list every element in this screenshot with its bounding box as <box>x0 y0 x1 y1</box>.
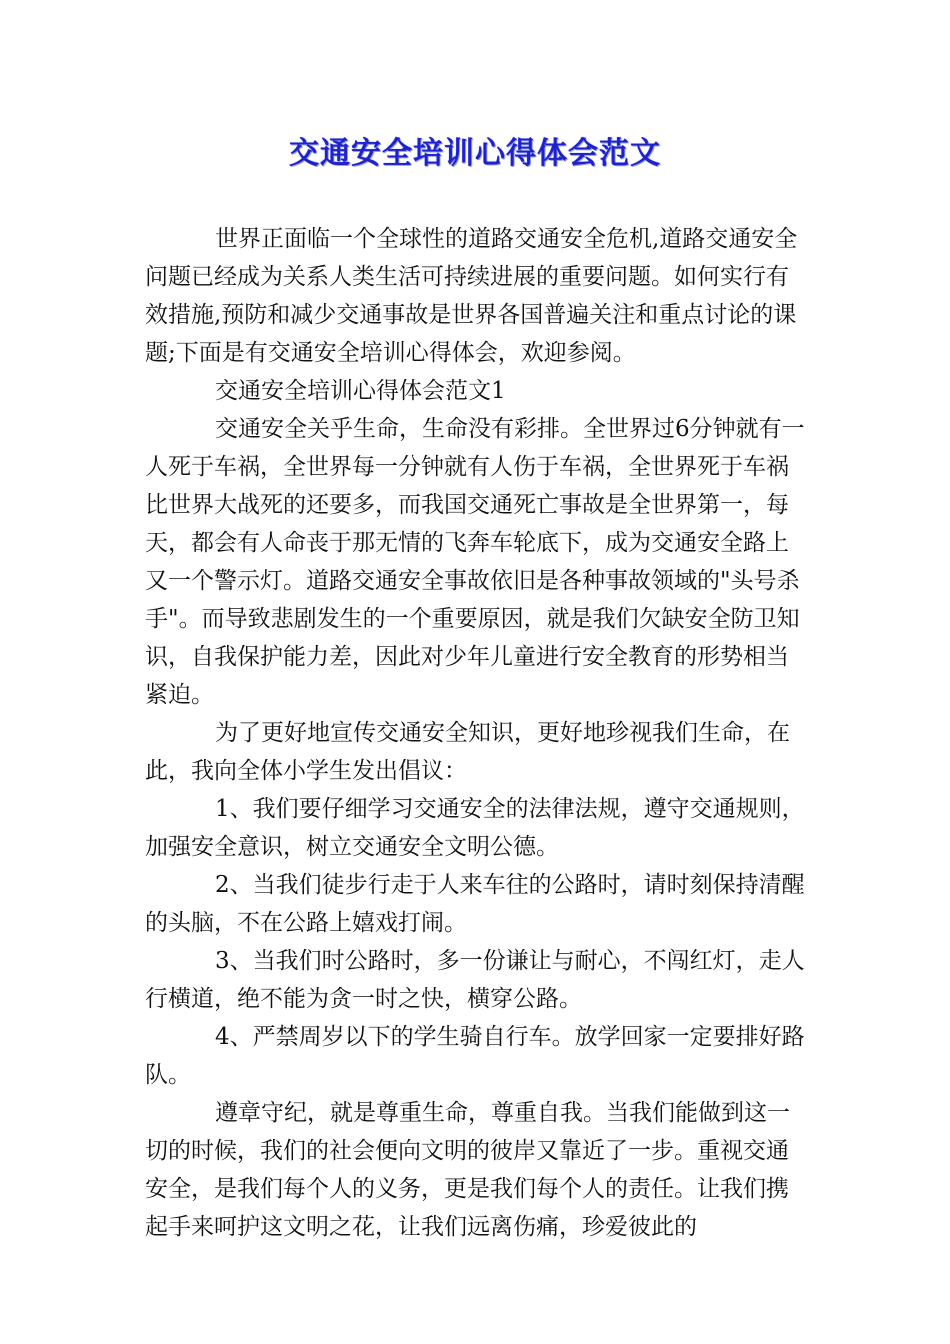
proposal-item-2: 2、当我们徒步行走于人来车往的公路时，请时刻保持清醒的头脑，不在公路上嬉戏打闹。 <box>145 872 805 936</box>
section-heading: 交通安全培训心得体会范文1 <box>215 378 506 404</box>
paragraph-traffic-safety: 交通安全关乎生命，生命没有彩排。全世界过6分钟就有一人死于车祸，全世界每一分钟就有人伤于车祸，全世界死于车祸比世界大战死的还要多，而我国交通死亡事故是全世界第一，每天，都会有人命丧于那无情的飞奔车轮底下，成为交通安全路上又一个警示灯。道路交通安全事故依旧是各种事故领域的"头号杀手"。而导致悲剧发生的一个重要原因，就是我们欠缺安全防卫知识，自我保护能力差，因此对少年儿童进行安全教育的形势相当紧迫。 <box>145 416 805 708</box>
paragraph-closing: 遵章守纪，就是尊重生命，尊重自我。当我们能做到这一切的时候，我们的社会便向文明的彼岸又靠近了一步。重视交通安全，是我们每个人的义务，更是我们每个人的责任。让我们携起手来呵护这文明之花，让我们远离伤痛，珍爱彼此的 <box>145 1100 790 1240</box>
proposal-item-4: 4、严禁周岁以下的学生骑自行车。放学回家一定要排好路队。 <box>145 1024 805 1088</box>
document-body <box>145 220 810 1246</box>
proposal-item-1: 1、我们要仔细学习交通安全的法律法规，遵守交通规则，加强安全意识，树立交通安全文明公德。 <box>145 796 805 860</box>
paragraph-intro: 世界正面临一个全球性的道路交通安全危机,道路交通安全问题已经成为关系人类生活可持续进展的重要问题。如何实行有效措施,预防和减少交通事故是世界各国普遍关注和重点讨论的课题;下面是有交通安全培训心得体会，欢迎参阅。 <box>145 226 798 366</box>
proposal-item-3: 3、当我们时公路时，多一份谦让与耐心，不闯红灯，走人行横道，绝不能为贪一时之快，横穿公路。 <box>145 948 805 1012</box>
paragraph-proposal: 为了更好地宣传交通安全知识，更好地珍视我们生命，在此，我向全体小学生发出倡议： <box>145 720 790 784</box>
document-title: 交通安全培训心得体会范文 <box>289 136 661 171</box>
